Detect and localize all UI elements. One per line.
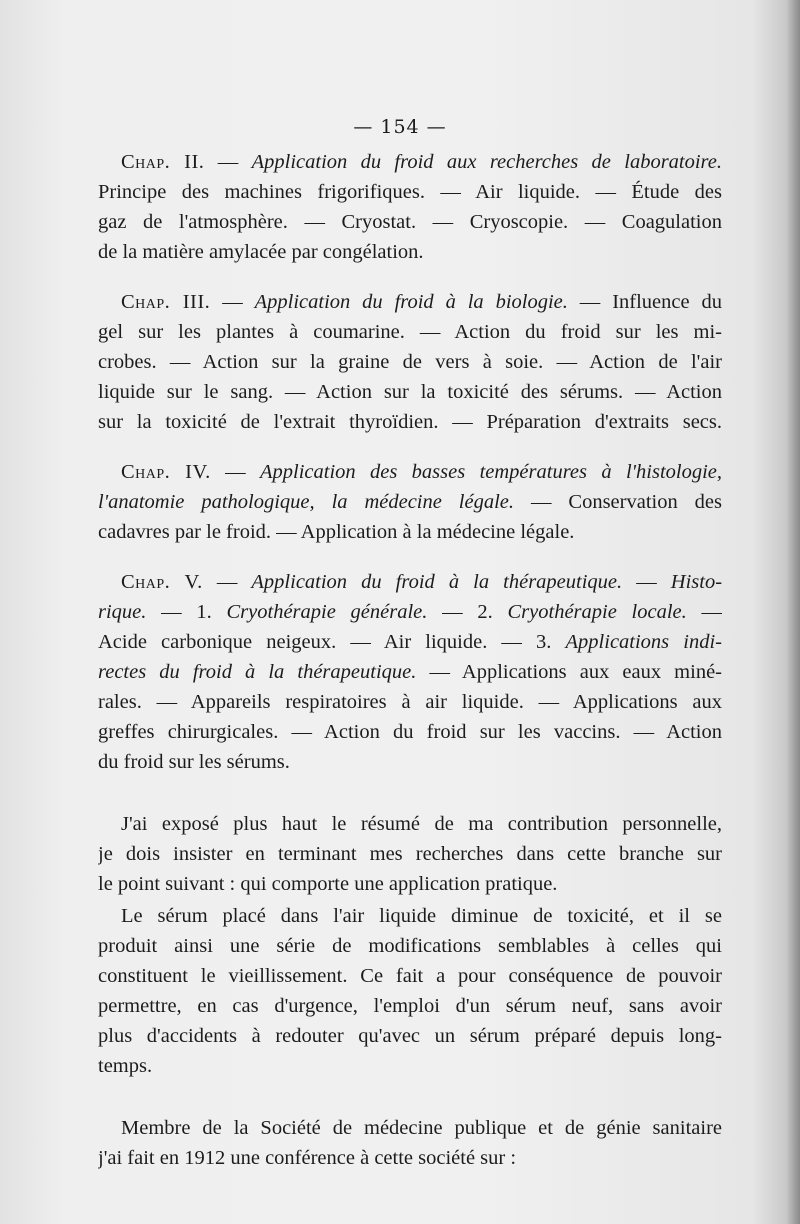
text-line: plus d'accidents à redouter qu'avec un sérum préparé depuis long- [98, 1025, 722, 1047]
text-line: rales. — Appareils respiratoires à air liquide. — Applications aux [98, 691, 722, 713]
body-text [98, 147, 722, 1173]
page-spine-shadow [786, 0, 800, 1224]
text-line: Chap. III. — Application du froid à la biologie. — Influence du [121, 291, 722, 313]
text-line: Le sérum placé dans l'air liquide diminue de toxicité, et il se [121, 905, 722, 927]
text-line: Chap. II. — Application du froid aux recherches de laboratoire. [121, 151, 722, 173]
text-line: du froid sur les sérums. [98, 751, 290, 773]
text-line: Acide carbonique neigeux. — Air liquide. — 3. Applications indi- [98, 631, 722, 653]
page-number: — 154 — [353, 116, 447, 138]
text-line: Principe des machines frigorifiques. — Air liquide. — Étude des [98, 181, 722, 203]
text-line: greffes chirurgicales. — Action du froid sur les vaccins. — Action [98, 721, 722, 743]
text-line: J'ai exposé plus haut le résumé de ma contribution personnelle, [121, 813, 722, 835]
text-line: Chap. IV. — Application des basses températures à l'histologie, [121, 461, 722, 483]
text-line: cadavres par le froid. — Application à la médecine légale. [98, 521, 575, 543]
text-line: crobes. — Action sur la graine de vers à soie. — Action de l'air [98, 351, 722, 373]
text-line: j'ai fait en 1912 une conférence à cette société sur : [98, 1147, 517, 1169]
text-line: je dois insister en terminant mes recherches dans cette branche sur [98, 843, 722, 865]
text-line: rectes du froid à la thérapeutique. — Applications aux eaux miné- [98, 661, 722, 683]
text-line: Membre de la Société de médecine publique et de génie sanitaire [121, 1117, 722, 1139]
text-line: constituent le vieillissement. Ce fait a pour conséquence de pouvoir [98, 965, 722, 987]
text-line: le point suivant : qui comporte une application pratique. [98, 873, 558, 895]
text-line: produit ainsi une série de modifications semblables à celles qui [98, 935, 722, 957]
text-line: gel sur les plantes à coumarine. — Action du froid sur les mi- [98, 321, 722, 343]
text-line: liquide sur le sang. — Action sur la toxicité des sérums. — Action [98, 381, 722, 403]
text-line: l'anatomie pathologique, la médecine légale. — Conservation des [98, 491, 722, 513]
text-line: Chap. V. — Application du froid à la thérapeutique. — Histo- [121, 571, 722, 593]
text-line: rique. — 1. Cryothérapie générale. — 2. Cryothérapie locale. — [98, 601, 722, 623]
text-line: de la matière amylacée par congélation. [98, 241, 424, 263]
text-line: gaz de l'atmosphère. — Cryostat. — Cryoscopie. — Coagulation [98, 211, 722, 233]
text-line: temps. [98, 1055, 153, 1077]
text-line: sur la toxicité de l'extrait thyroïdien. — Préparation d'extraits secs. [98, 411, 722, 433]
text-line: permettre, en cas d'urgence, l'emploi d'un sérum neuf, sans avoir [98, 995, 722, 1017]
